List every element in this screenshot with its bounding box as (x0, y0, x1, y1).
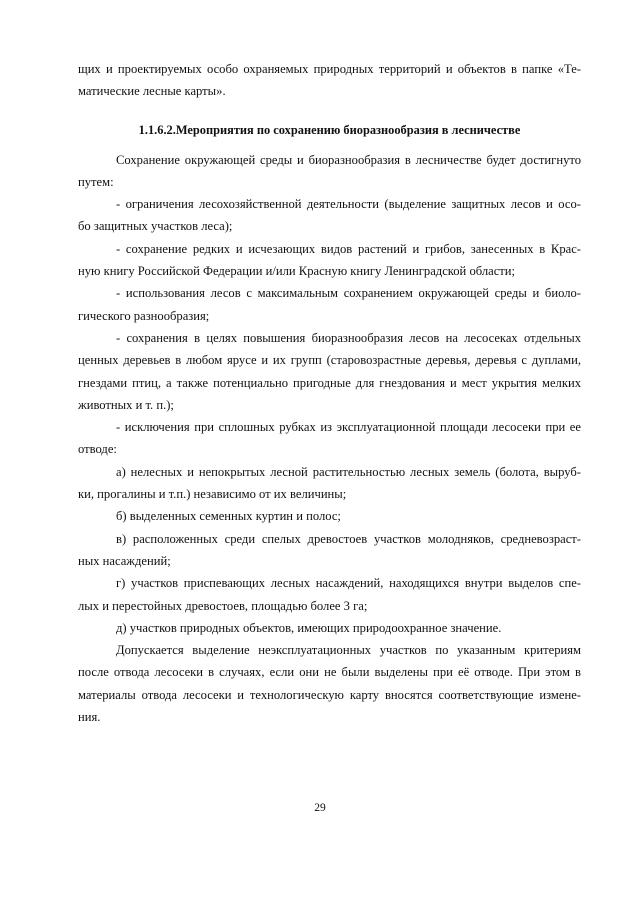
intro-paragraph (78, 58, 581, 103)
text-line: ния. (78, 710, 101, 725)
text-line: щих и проектируемых особо охраняемых природных территорий и объектов в папке «Те- (78, 62, 581, 76)
paragraph-allowance (78, 639, 581, 728)
text-line: Допускается выделение неэксплуатационных участков по указанным критериям (116, 643, 581, 658)
text-line: ки, прогалины и т.п.) независимо от их величины; (78, 487, 347, 502)
list-item-rare-species (78, 238, 581, 283)
text-line: Сохранение окружающей среды и биоразнообразия в лесничестве будет достигнуто (116, 152, 581, 167)
list-item-forest-use (78, 282, 581, 327)
text-line: - ограничения лесохозяйственной деятельности (выделение защитных лесов и осо- (116, 197, 581, 212)
sub-item-v (78, 528, 581, 573)
text-line: материалы отвода лесосеки и технологическую карту вносятся соответствующие измене- (78, 687, 581, 702)
text-line: в) расположенных среди спелых древостоев участков молодняков, средневозраст- (116, 531, 581, 546)
page-content (78, 58, 581, 728)
text-line: отводе: (78, 442, 117, 457)
text-line: гического разнообразия; (78, 308, 210, 323)
text-line: бо защитных участков леса); (78, 219, 233, 234)
sub-item-d (78, 617, 581, 639)
text-line: д) участков природных объектов, имеющих природоохранное значение. (116, 620, 502, 635)
text-line: а) нелесных и непокрытых лесной растительностью лесных земель (болота, выруб- (116, 464, 581, 479)
text-line: лых и перестойных древостоев, площадью более 3 га; (78, 598, 368, 613)
section-heading: 1.1.6.2.Мероприятия по сохранению биоразнообразия в лесничестве (138, 122, 521, 137)
list-item-valuable-trees (78, 327, 581, 416)
text-line: гнездами птиц, а также потенциально пригодные для гнездования и мест укрытия мелких (78, 375, 581, 390)
text-line: - исключения при сплошных рубках из эксплуатационной площади лесосеки при ее (116, 420, 581, 435)
text-line: б) выделенных семенных куртин и полос; (116, 509, 341, 524)
list-item-restriction (78, 193, 581, 238)
text-line: путем: (78, 174, 114, 189)
text-line: ценных деревьев в любом ярусе и их групп (старовозрастные деревья, деревья с дуплами, (78, 353, 581, 368)
text-line: ную книгу Российской Федерации и/или Красную книгу Ленинградской области; (78, 264, 516, 279)
text-line: - сохранения в целях повышения биоразнообразия лесов на лесосеках отдельных (116, 330, 581, 345)
text-line: животных и т. п.); (78, 397, 174, 412)
text-line: - сохранение редких и исчезающих видов растений и грибов, занесенных в Крас- (116, 241, 581, 256)
list-item-exclusions (78, 416, 581, 461)
sub-item-b (78, 505, 581, 527)
page-number: 29 (314, 802, 326, 814)
sub-item-g (78, 572, 581, 617)
sub-item-a (78, 461, 581, 506)
text-line: г) участков приспевающих лесных насаждений, находящихся внутри выделов спе- (116, 576, 581, 591)
text-line: после отвода лесосеки в случаях, если они не были выделены при её отводе. При этом в (78, 665, 581, 680)
text-line: матические лесные карты». (78, 84, 226, 99)
text-line: - использования лесов с максимальным сохранением окружающей среды и биоло- (116, 286, 581, 301)
paragraph-methods-intro (78, 149, 581, 194)
text-line: ных насаждений; (78, 553, 171, 568)
